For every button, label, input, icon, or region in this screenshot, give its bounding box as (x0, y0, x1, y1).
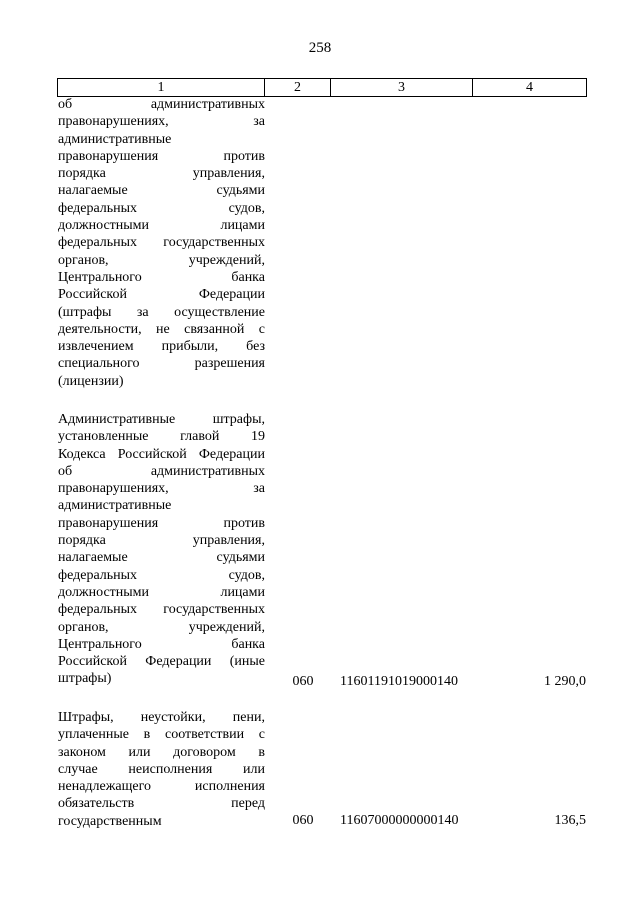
description-line: деятельности, не связанной с (58, 321, 265, 337)
description-line: случае неисполнения или (58, 761, 265, 777)
description-line: федеральных судов, (58, 200, 265, 216)
description-line: правонарушения против (58, 148, 265, 164)
description-line: органов, учреждений, (58, 252, 265, 268)
description-line: штрафы) (58, 671, 112, 687)
table-row (58, 411, 586, 691)
table-header (57, 78, 587, 97)
page-number: 258 (308, 40, 332, 56)
description-line: (штрафы за осуществление (58, 304, 265, 320)
row-kbk: 11607000000000140 (340, 813, 459, 828)
column-header-4: 4 (473, 79, 587, 97)
description-line: административные (58, 131, 172, 147)
description-line: государственным (58, 813, 162, 829)
description-line: об административных (58, 463, 265, 479)
column-header-2: 2 (265, 79, 331, 97)
description-line: обязательств перед (58, 796, 265, 812)
description-line: (лицензии) (58, 373, 124, 389)
description-line: федеральных судов, (58, 567, 265, 583)
row-kbk: 11601191019000140 (340, 674, 458, 689)
description-line: порядка управления, (58, 533, 265, 549)
description-line: правонарушениях, за (58, 481, 265, 497)
description-line: Административные штрафы, (58, 412, 265, 427)
description-line: Штрафы, неустойки, пени, (58, 710, 265, 725)
column-header-3: 3 (331, 79, 473, 97)
description-line: органов, учреждений, (58, 619, 265, 635)
row-description (58, 709, 265, 830)
row-code: 060 (292, 674, 314, 689)
description-line: правонарушениях, за (58, 114, 265, 130)
description-line: порядка управления, (58, 166, 265, 182)
description-line: об административных (58, 97, 265, 112)
row-sum: 1 290,0 (544, 674, 586, 689)
description-line: Кодекса Российской Федерации (58, 446, 265, 462)
description-line: административные (58, 498, 172, 514)
description-line: федеральных государственных (58, 235, 265, 251)
row-description (58, 96, 265, 390)
description-line: специального разрешения (58, 356, 265, 372)
row-code: 060 (292, 813, 314, 828)
description-line: должностными лицами (58, 584, 265, 600)
description-line: установленные главой 19 (58, 429, 265, 445)
description-line: извлечением прибыли, без (58, 339, 265, 355)
row-sum: 136,5 (554, 813, 586, 828)
row-description (58, 411, 265, 688)
description-line: законом или договором в (58, 744, 265, 760)
description-line: правонарушения против (58, 515, 265, 531)
description-line: должностными лицами (58, 218, 265, 234)
description-line: уплаченные в соответствии с (58, 727, 265, 743)
description-line: ненадлежащего исполнения (58, 779, 265, 795)
description-line: федеральных государственных (58, 602, 265, 618)
description-line: Центрального банка (58, 269, 265, 285)
description-line: налагаемые судьями (58, 550, 265, 566)
description-line: Российской Федерации (иные (58, 654, 265, 670)
table-row (58, 709, 586, 839)
column-header-1: 1 (58, 79, 265, 97)
description-line: Российской Федерации (58, 287, 265, 303)
description-line: налагаемые судьями (58, 183, 265, 199)
table-row (58, 96, 586, 396)
description-line: Центрального банка (58, 636, 265, 652)
